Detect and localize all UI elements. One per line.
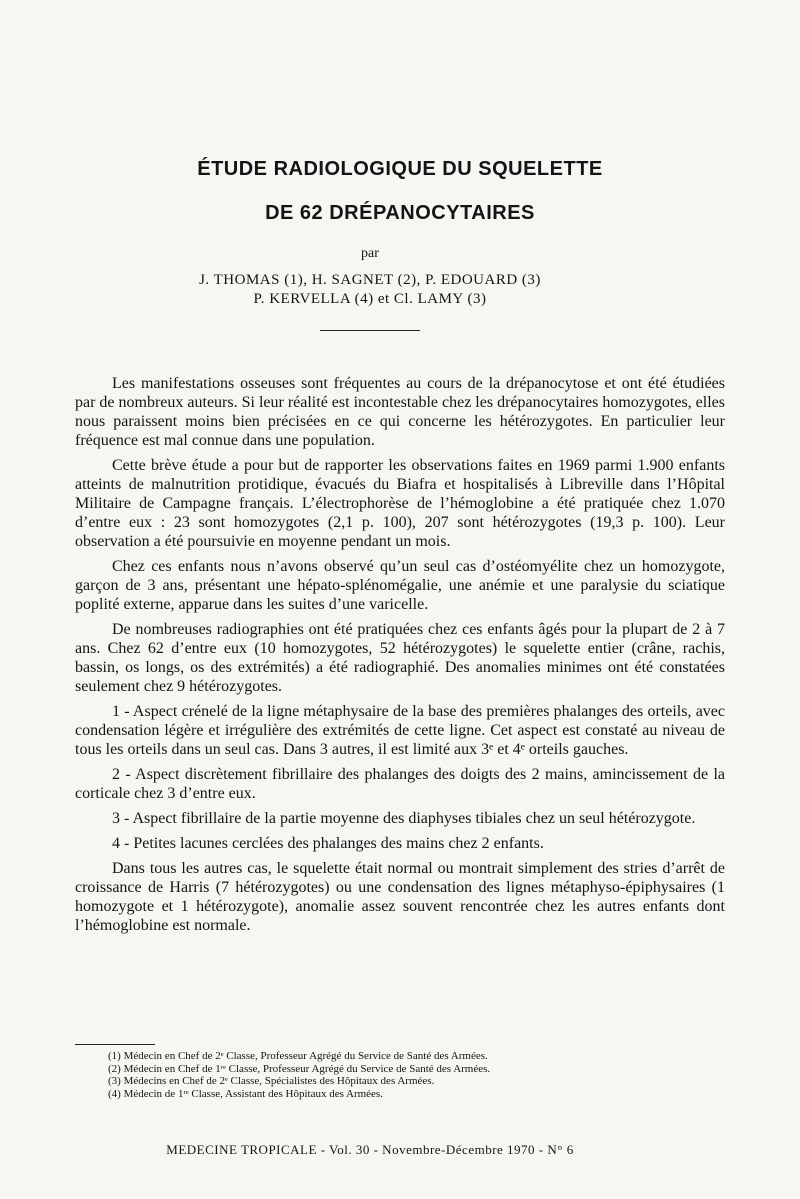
paragraph: Les manifestations osseuses sont fréquentes au cours de la drépanocytose et ont été étudiées par de nombreux auteurs. Si leur réalité est incontestable chez les drépanocytaires homozygotes, elles nous paraissent moins bien précisées en ce qui concerne les hétérozygotes. En particulier leur fréquence est mal connue dans une population. xyxy=(75,375,725,449)
paragraph: 4 - Petites lacunes cerclées des phalanges des mains chez 2 enfants. xyxy=(112,835,544,852)
byline-par: par xyxy=(361,246,379,261)
paragraph: Cette brève étude a pour but de rapporter les observations faites en 1969 parmi 1.900 enfants atteints de malnutrition protidique, évacués du Biafra et hospitalisés à Libreville dans l’Hôpital Militaire de Campagne français. L’électrophorèse de l’hémoglobine a été pratiquée chez 1.070 d’entre eux : 23 sont homozygotes (2,1 p. 100), 207 sont hétérozygotes (19,3 p. 100). Leur observation a été poursuivie en moyenne pendant un mois. xyxy=(75,457,725,550)
paragraph: 1 - Aspect crénelé de la ligne métaphysaire de la base des premières phalanges des orteils, avec condensation légère et irrégulière des extrémités de cette ligne. Cet aspect est constaté au niveau de tous les orteils dans un seul cas. Dans 3 autres, il est limité aux 3ᵉ et 4ᵉ orteils gauches. xyxy=(75,703,725,758)
title-line-2: DE 62 DRÉPANOCYTAIRES xyxy=(265,202,535,224)
authors-line-2: P. KERVELLA (4) et Cl. LAMY (3) xyxy=(253,291,487,307)
footnote-divider xyxy=(75,1044,155,1045)
paragraph: 3 - Aspect fibrillaire de la partie moyenne des diaphyses tibiales chez un seul hétérozygote. xyxy=(112,810,696,827)
journal-footer: MEDECINE TROPICALE - Vol. 30 - Novembre-Décembre 1970 - N° 6 xyxy=(166,1142,574,1157)
footnote: (4) Médecin de 1ʳᵉ Classe, Assistant des Hôpitaux des Armées. xyxy=(108,1087,383,1100)
footnotes xyxy=(108,1050,708,1100)
footnote: (3) Médecins en Chef de 2ᵉ Classe, Spécialistes des Hôpitaux des Armées. xyxy=(108,1075,435,1087)
title-line-1: ÉTUDE RADIOLOGIQUE DU SQUELETTE xyxy=(197,158,603,180)
paragraph: De nombreuses radiographies ont été pratiquées chez ces enfants âgés pour la plupart de 2 à 7 ans. Chez 62 d’entre eux (10 homozygotes, 52 hétérozygotes) le squelette entier (crâne, rachis, bassin, os longs, os des extrémités) a été radiographié. Des anomalies minimes ont été constatées seulement chez 9 hétérozygotes. xyxy=(75,621,725,695)
paragraph: Chez ces enfants nous n’avons observé qu’un seul cas d’ostéomyélite chez un homozygote, garçon de 3 ans, présentant une hépato-splénomégalie, une anémie et une paralysie du sciatique poplité externe, apparue dans les suites d’une varicelle. xyxy=(75,558,725,613)
footnote: (2) Médecin en Chef de 1ʳᵉ Classe, Professeur Agrégé du Service de Santé des Armées. xyxy=(108,1062,491,1075)
authors-line-1: J. THOMAS (1), H. SAGNET (2), P. EDOUARD (3) xyxy=(199,272,541,288)
article-body xyxy=(75,374,725,941)
footnote: (1) Médecin en Chef de 2ᵉ Classe, Professeur Agrégé du Service de Santé des Armées. xyxy=(108,1050,488,1062)
paragraph: Dans tous les autres cas, le squelette était normal ou montrait simplement des stries d’arrêt de croissance de Harris (7 hétérozygotes) ou une condensation des lignes métaphyso-épiphysaires (1 homozygote et 1 hétérozygote), anomalie assez souvent rencontrée chez les autres enfants dont l’hémoglobine est normale. xyxy=(75,860,725,934)
paragraph: 2 - Aspect discrètement fibrillaire des phalanges des doigts des 2 mains, amincissement de la corticale chez 3 d’entre eux. xyxy=(75,766,725,802)
title-divider xyxy=(320,330,420,331)
